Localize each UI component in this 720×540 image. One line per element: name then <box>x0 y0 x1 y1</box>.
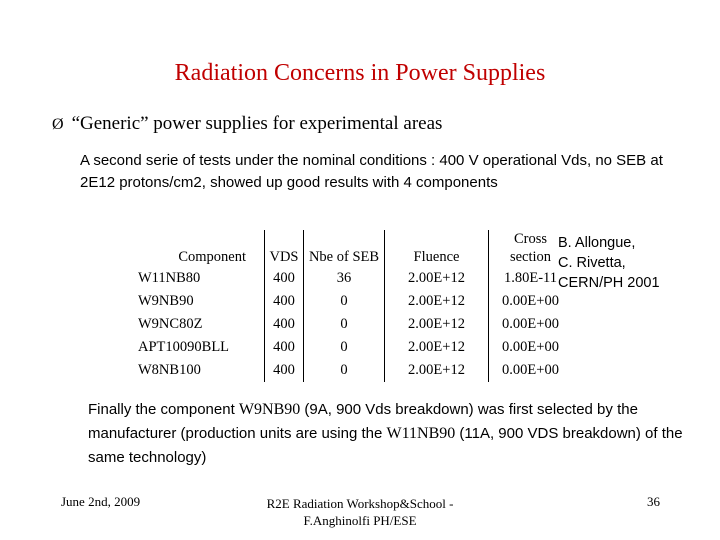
component-name: W11NB90 <box>386 425 456 442</box>
header-vds: VDS <box>265 230 304 267</box>
cell-fluence: 2.00E+12 <box>385 290 489 313</box>
credit-line: CERN/PH 2001 <box>558 275 660 291</box>
cell-component: W9NB90 <box>138 290 265 313</box>
seb-results-table <box>138 230 572 382</box>
cell-fluence: 2.00E+12 <box>385 359 489 382</box>
cell-nbe: 0 <box>304 336 385 359</box>
table-row <box>138 359 572 382</box>
slide-title: Radiation Concerns in Power Supplies <box>174 60 546 86</box>
bullet-point <box>52 113 442 135</box>
intro-paragraph: A second serie of tests under the nominal conditions : 400 V operational Vds, no SEB at 2E12 protons/cm2, showed up good results with 4 components <box>80 152 663 191</box>
cell-cross-section: 0.00E+00 <box>502 293 559 309</box>
credit-line: B. Allongue, <box>558 235 636 251</box>
table-header-row <box>138 230 572 267</box>
header-component: Component <box>138 230 265 267</box>
cell-vds: 400 <box>265 359 304 382</box>
bullet-text: “Generic” power supplies for experimental areas <box>71 113 443 134</box>
conclusion-text: Finally the component <box>88 401 239 418</box>
cell-component: W8NB100 <box>138 359 265 382</box>
cell-component: W11NB80 <box>138 267 265 290</box>
table-row <box>138 313 572 336</box>
cell-nbe: 0 <box>304 313 385 336</box>
credit-line: C. Rivetta, <box>558 255 626 271</box>
conclusion-paragraph <box>88 398 688 470</box>
cell-cross-section: 0.00E+00 <box>502 362 559 378</box>
arrow-bullet-icon: Ø <box>52 116 64 133</box>
cell-cross-section: 0.00E+00 <box>502 316 559 332</box>
header-fluence: Fluence <box>385 230 489 267</box>
table-row <box>138 336 572 359</box>
footer-author-line: F.Anghinolfi PH/ESE <box>303 513 417 528</box>
cell-fluence: 2.00E+12 <box>385 336 489 359</box>
cell-component: APT10090BLL <box>138 336 265 359</box>
cell-component: W9NC80Z <box>138 313 265 336</box>
cell-vds: 400 <box>265 313 304 336</box>
header-nbe-of-seb: Nbe of SEB <box>304 230 385 267</box>
cell-fluence: 2.00E+12 <box>385 267 489 290</box>
cell-cross-section: 0.00E+00 <box>502 339 559 355</box>
cell-vds: 400 <box>265 267 304 290</box>
table-row <box>138 267 572 290</box>
cell-fluence: 2.00E+12 <box>385 313 489 336</box>
page-number: 36 <box>647 494 660 509</box>
cell-nbe: 36 <box>304 267 385 290</box>
cell-vds: 400 <box>265 290 304 313</box>
header-cross-section-text: Cross section <box>509 231 552 265</box>
cell-vds: 400 <box>265 336 304 359</box>
footer-date: June 2nd, 2009 <box>61 494 141 509</box>
conclusion-text: (9A, 900 Vds breakdown) was first selected by the manufacturer (production units are using the <box>88 401 638 442</box>
component-name: W9NB90 <box>238 401 301 418</box>
cell-cross-section: 1.80E-11 <box>503 270 558 286</box>
source-credits <box>558 233 660 293</box>
cell-nbe: 0 <box>304 290 385 313</box>
table-row <box>138 290 572 313</box>
conclusion-text: (11A, 900 VDS breakdown) of the same technology) <box>88 425 683 466</box>
cell-nbe: 0 <box>304 359 385 382</box>
footer-event <box>230 495 490 529</box>
footer-event-line: R2E Radiation Workshop&School - <box>266 496 454 511</box>
